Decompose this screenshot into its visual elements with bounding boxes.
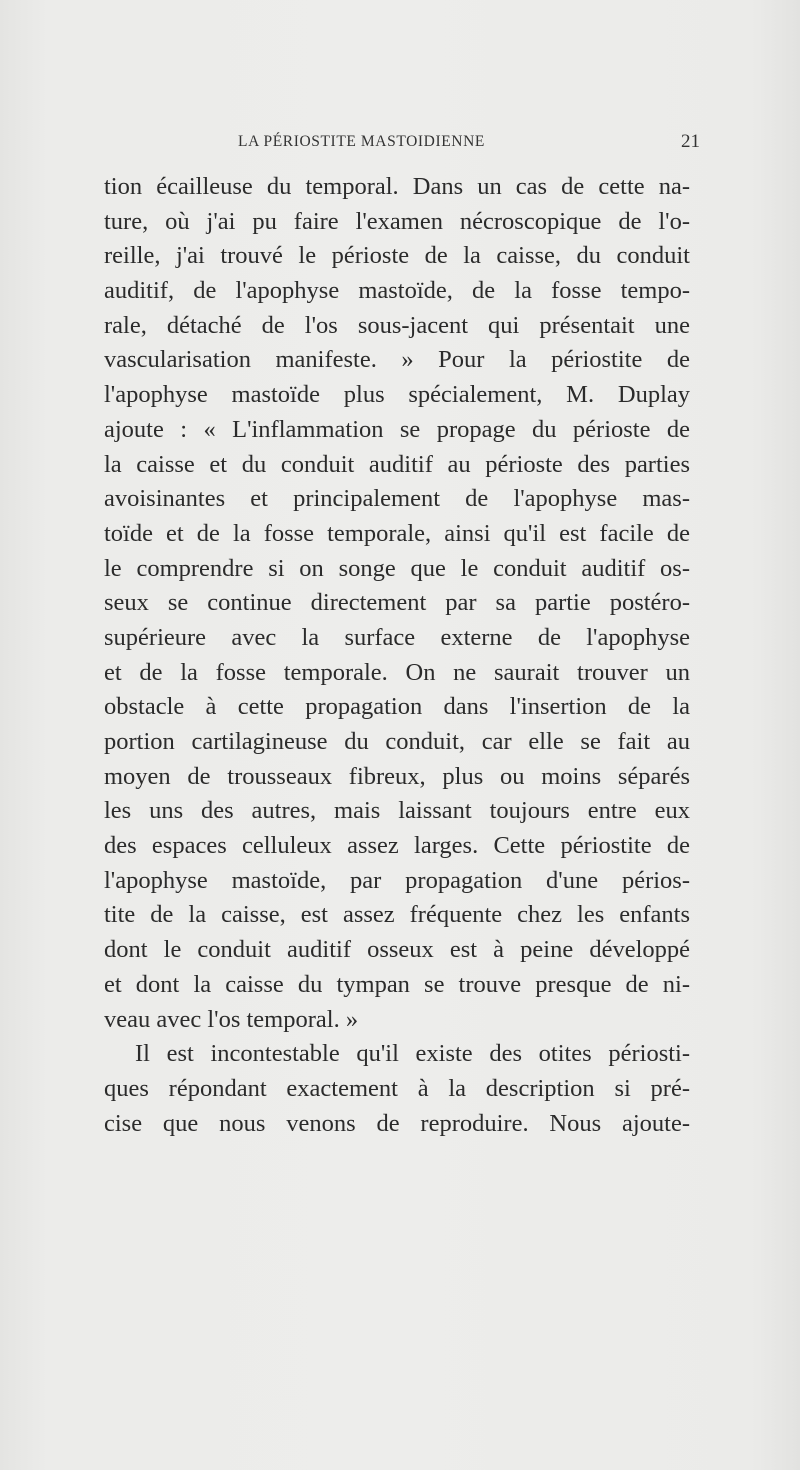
text-line: ajoute : « L'inflammation se propage du périoste de [104,415,690,443]
text-line: et de la fosse temporale. On ne saurait trouver un [104,658,690,686]
text-line: Il est incontestable qu'il existe des otites périosti- [135,1040,690,1068]
text-line: veau avec l'os temporal. » [104,1005,359,1033]
text-line: avoisinantes et principalement de l'apophyse mas- [104,485,690,513]
text-line: reille, j'ai trouvé le périoste de la caisse, du conduit [104,242,690,270]
text-line: ture, où j'ai pu faire l'examen nécroscopique de l'o- [104,207,690,235]
text-line: obstacle à cette propagation dans l'insertion de la [104,693,690,721]
text-line: l'apophyse mastoïde, par propagation d'une périos- [104,866,690,894]
text-line: tion écailleuse du temporal. Dans un cas de cette na- [104,173,690,200]
text-line: cise que nous venons de reproduire. Nous ajoute- [104,1109,690,1137]
text-line: le comprendre si on songe que le conduit auditif os- [104,554,690,582]
running-head [0,133,800,157]
text-line: tite de la caisse, est assez fréquente chez les enfants [104,901,690,929]
text-line: auditif, de l'apophyse mastoïde, de la fosse tempo- [104,277,690,305]
text-line: seux se continue directement par sa partie postéro- [104,589,690,617]
text-line: supérieure avec la surface externe de l'apophyse [104,623,690,651]
text-line: dont le conduit auditif osseux est à peine développé [104,936,690,964]
text-line: ques répondant exactement à la description si pré- [104,1074,690,1102]
body-text [104,170,690,1141]
text-line: et dont la caisse du tympan se trouve presque de ni- [104,970,690,998]
text-line: portion cartilagineuse du conduit, car elle se fait au [104,728,690,755]
text-line: rale, détaché de l'os sous-jacent qui présentait une [104,311,690,339]
text-line: toïde et de la fosse temporale, ainsi qu'il est facile de [104,519,690,547]
text-line: la caisse et du conduit auditif au périoste des parties [104,450,690,478]
text-line: vascularisation manifeste. » Pour la périostite de [104,346,690,374]
text-line: l'apophyse mastoïde plus spécialement, M. Duplay [104,381,690,409]
text-line: des espaces celluleux assez larges. Cette périostite de [104,832,690,860]
text-line: les uns des autres, mais laissant toujours entre eux [104,797,690,825]
page-number: 21 [681,131,700,152]
text-line: moyen de trousseaux fibreux, plus ou moins séparés [104,762,690,790]
running-title: LA PÉRIOSTITE MASTOIDIENNE [238,133,485,150]
